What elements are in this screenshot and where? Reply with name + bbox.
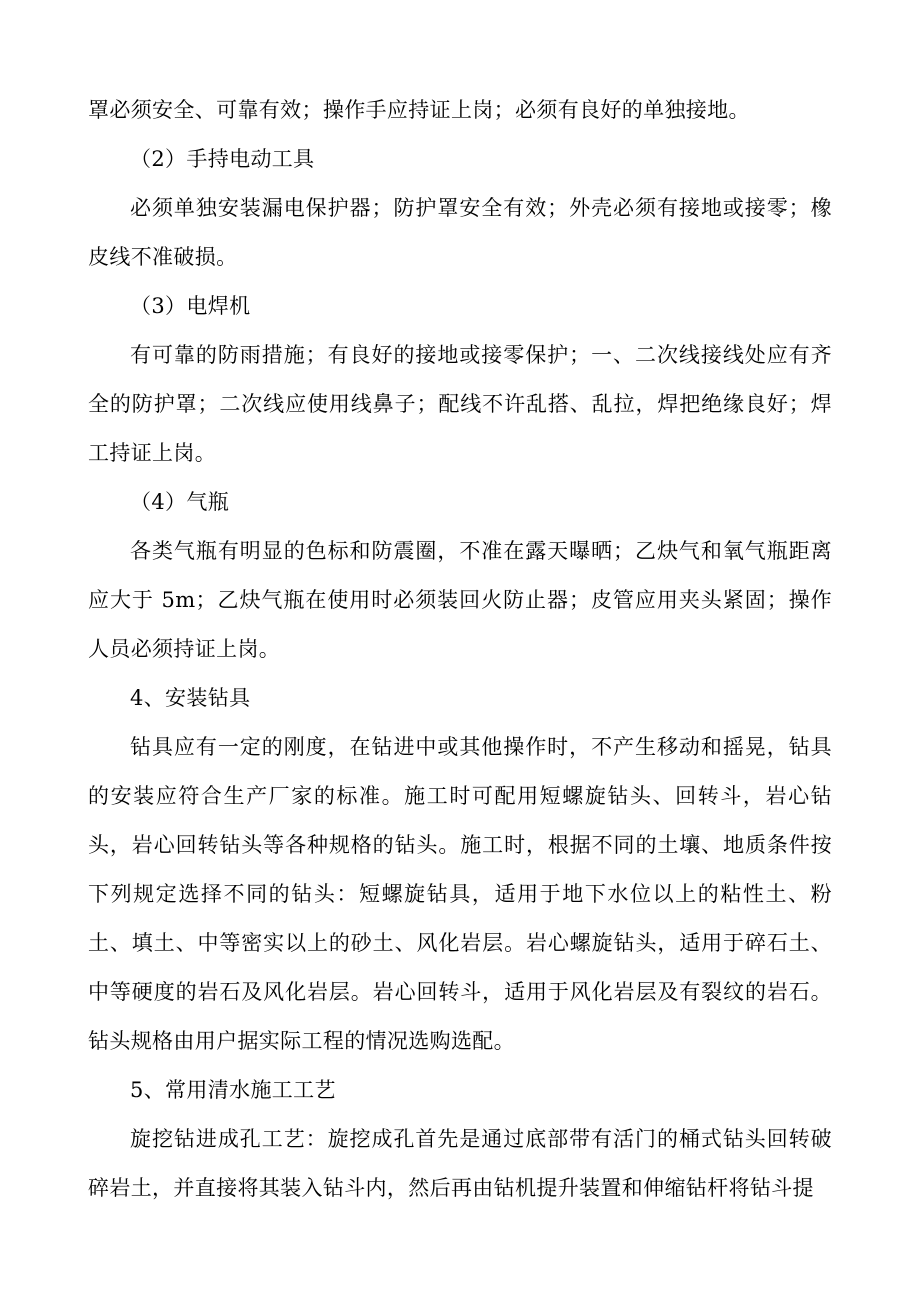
document-page <box>88 86 832 1213</box>
paragraph-gas-cylinders: 各类气瓶有明显的色标和防震圈，不准在露天曝晒；乙炔气和氧气瓶距离应大于 5m；乙炔气瓶在使用时必须装回火防止器；皮管应用夹头紧固；操作人员必须持证上岗。 <box>88 539 832 661</box>
heading-install-drill-tools: 4、安装钻具 <box>130 686 251 710</box>
heading-welder: （3）电焊机 <box>130 294 251 318</box>
paragraph-protective-cover: 罩必须安全、可靠有效；操作手应持证上岗；必须有良好的单独接地。 <box>88 98 750 122</box>
paragraph-welder: 有可靠的防雨措施；有良好的接地或接零保护；一、二次线接线处应有齐全的防护罩；二次线应使用线鼻子；配线不许乱搭、乱拉，焊把绝缘良好；焊工持证上岗。 <box>88 343 832 465</box>
paragraph-rotary-drilling-process: 旋挖钻进成孔工艺：旋挖成孔首先是通过底部带有活门的桶式钻头回转破碎岩土，并直接将其装入钻斗内，然后再由钻机提升装置和伸缩钻杆将钻斗提 <box>88 1127 832 1200</box>
heading-clear-water-process: 5、常用清水施工工艺 <box>130 1078 336 1102</box>
paragraph-install-drill-tools: 钻具应有一定的刚度，在钻进中或其他操作时，不产生移动和摇晃，钻具的安装应符合生产厂家的标准。施工时可配用短螺旋钻头、回转斗，岩心钻头，岩心回转钻头等各种规格的钻头。施工时，根据不同的土壤、地质条件按下列规定选择不同的钻头：短螺旋钻具，适用于地下水位以上的粘性土、粉土、填土、中等密实以上的砂土、风化岩层。岩心螺旋钻头，适用于碎石土、中等硬度的岩石及风化岩层。岩心回转斗，适用于风化岩层及有裂纹的岩石。钻头规格由用户据实际工程的情况选购选配。 <box>88 735 832 1053</box>
heading-gas-cylinders: （4）气瓶 <box>130 490 230 514</box>
paragraph-hand-power-tools: 必须单独安装漏电保护器；防护罩安全有效；外壳必须有接地或接零；橡皮线不准破损。 <box>88 196 832 269</box>
heading-hand-power-tools: （2）手持电动工具 <box>130 147 315 171</box>
